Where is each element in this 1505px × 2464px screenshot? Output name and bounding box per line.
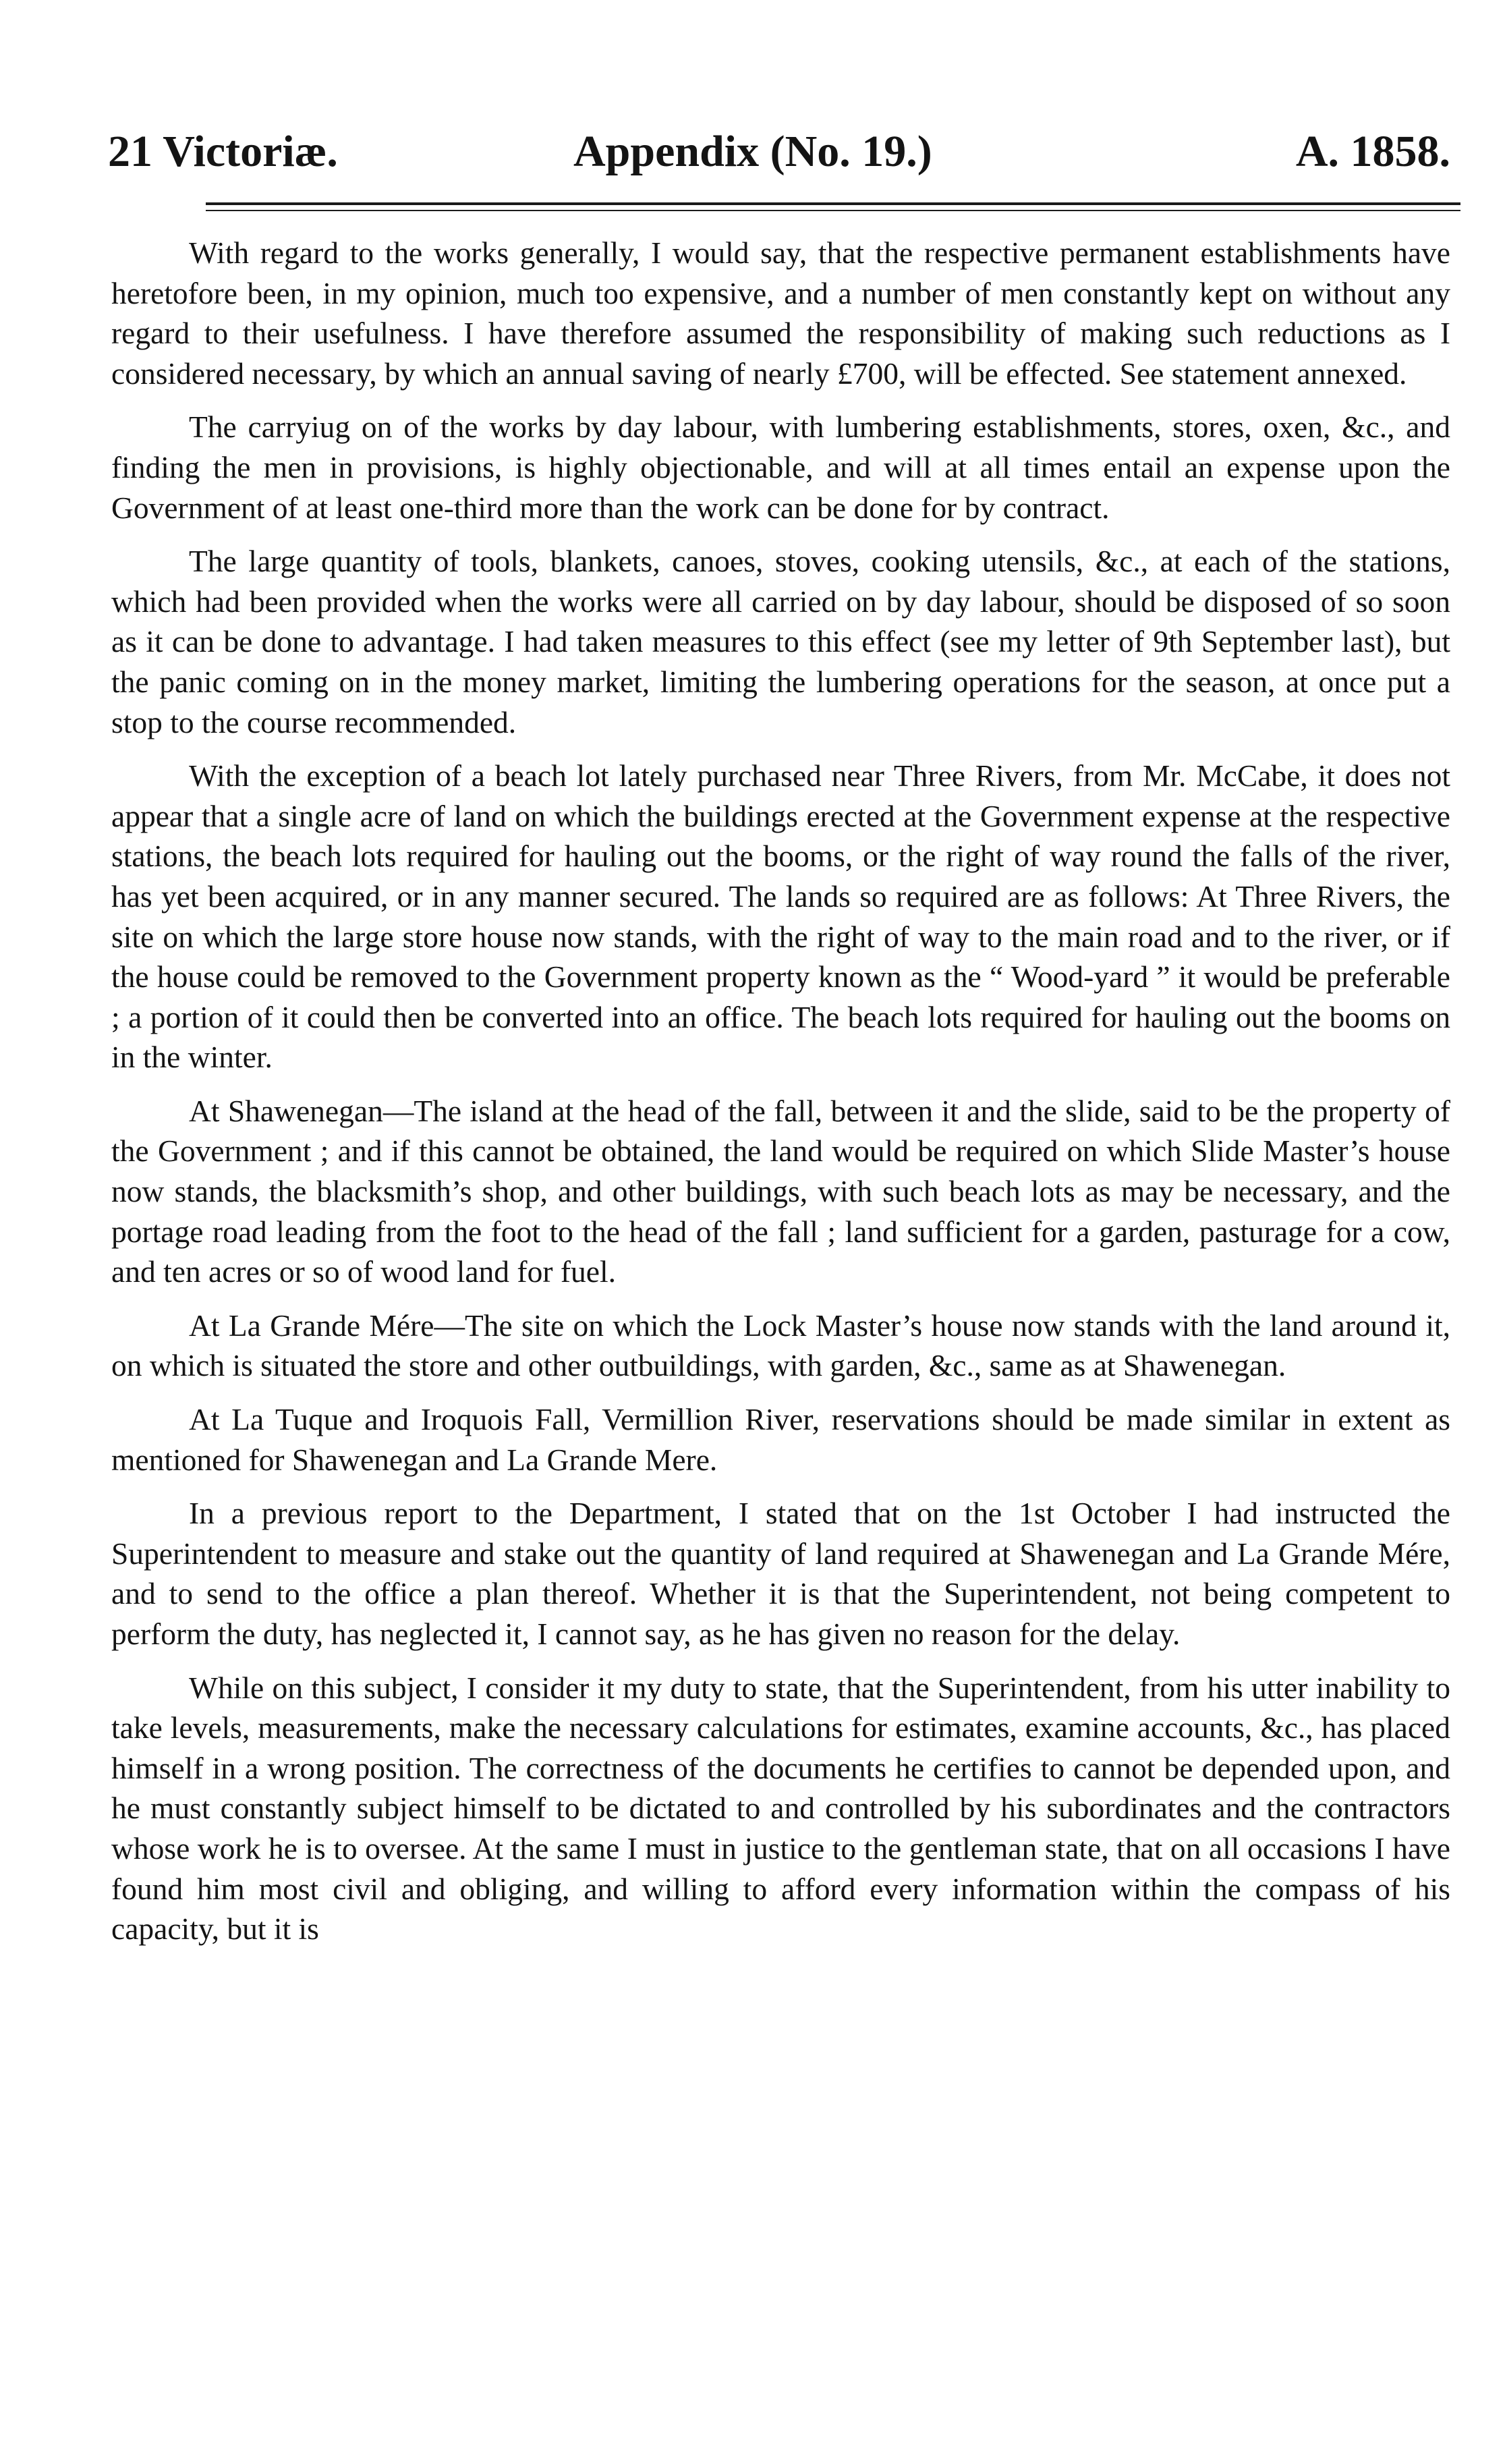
- header-rule-thin: [206, 210, 1460, 211]
- paragraph-beach-lot: With the exception of a beach lot lately purchased near Three Rivers, from Mr. McCabe, it does not appear that a single acre of land on which the buildings erected at the Government expense at the respective stations, the beach lots required for hauling out the booms, or the right of way round the falls of the river, has yet been acquired, or in any manner secured. The lands so required are as follows: At Three Rivers, the site on which the large store house now stands, with the right of way to the main road and to the river, or if the house could be removed to the Government property known as the “ Wood-yard ” it would be preferable ; a portion of it could then be converted into an office. The beach lots required for hauling out the booms on in the winter.: [111, 758, 1450, 1075]
- header-year: A. 1858.: [1295, 127, 1450, 176]
- header-session: 21 Victoriæ.: [108, 127, 338, 176]
- paragraph-shawenegan: At Shawenegan—The island at the head of the fall, between it and the slide, said to be the property of the Government ; and if this cannot be obtained, the land would be required on which Slide Master’s house now stands, the blacksmith’s shop, and other buildings, with such beach lots as may be necessary, and the portage road leading from the foot to the head of the fall ; land sufficient for a garden, pasturage for a cow, and ten acres or so of wood land for fuel.: [111, 1093, 1450, 1289]
- paragraph-day-labour: The carryiug on of the works by day labour, with lumbering establishments, stores, oxen, &c., and finding the men in provisions, is highly objectionable, and will at all times entail an expense upon the Government of at least one-third more than the work can be done for by contract.: [111, 410, 1450, 525]
- header-rule-thick: [206, 202, 1460, 205]
- paragraph-la-tuque: At La Tuque and Iroquois Fall, Vermillion River, reservations should be made similar in extent as mentioned for Shawenegan and La Grande Mere.: [111, 1402, 1450, 1477]
- body-text: [111, 233, 1450, 2419]
- paragraph-works-generally: With regard to the works generally, I would say, that the respective permanent establishments have heretofore been, in my opinion, much too expensive, and a number of men constantly kept on without any regard to their usefulness. I have therefore assumed the responsibility of making such reductions as I considered necessary, by which an annual saving of nearly £700, will be effected. See statement annexed.: [111, 235, 1450, 391]
- paragraph-previous-report: In a previous report to the Department, I stated that on the 1st October I had instructed the Superintendent to measure and stake out the quantity of land required at Shawenegan and La Grande Mére, and to send to the office a plan thereof. Whether it is that the Superintendent, not being competent to perform the duty, has neglected it, I cannot say, as he has given no reason for the delay.: [111, 1496, 1450, 1651]
- paragraph-superintendent: While on this subject, I consider it my duty to state, that the Superintendent, from his utter inability to take levels, measurements, make the necessary calculations for estimates, examine accounts, &c., has placed himself in a wrong position. The correctness of the documents he certifies to cannot be depended upon, and he must constantly subject himself to be dictated to and controlled by his subordinates and the contractors whose work he is to oversee. At the same I must in justice to the gentleman state, that on all occasions I have found him most civil and obliging, and willing to afford every information within the compass of his capacity, but it is: [111, 1670, 1450, 1947]
- paragraph-tools: The large quantity of tools, blankets, canoes, stoves, cooking utensils, &c., at each of the stations, which had been provided when the works were all carried on by day labour, should be disposed of so soon as it can be done to advantage. I had taken measures to this effect (see my letter of 9th September last), but the panic coming on in the money market, limiting the lumbering operations for the season, at once put a stop to the course recommended.: [111, 544, 1450, 739]
- page-header: [108, 115, 1450, 189]
- header-appendix: Appendix (No. 19.): [573, 127, 932, 176]
- paragraph-la-grande-mere: At La Grande Mére—The site on which the Lock Master’s house now stands with the land around it, on which is situated the store and other outbuildings, with garden, &c., same as at Shawenegan.: [111, 1308, 1450, 1383]
